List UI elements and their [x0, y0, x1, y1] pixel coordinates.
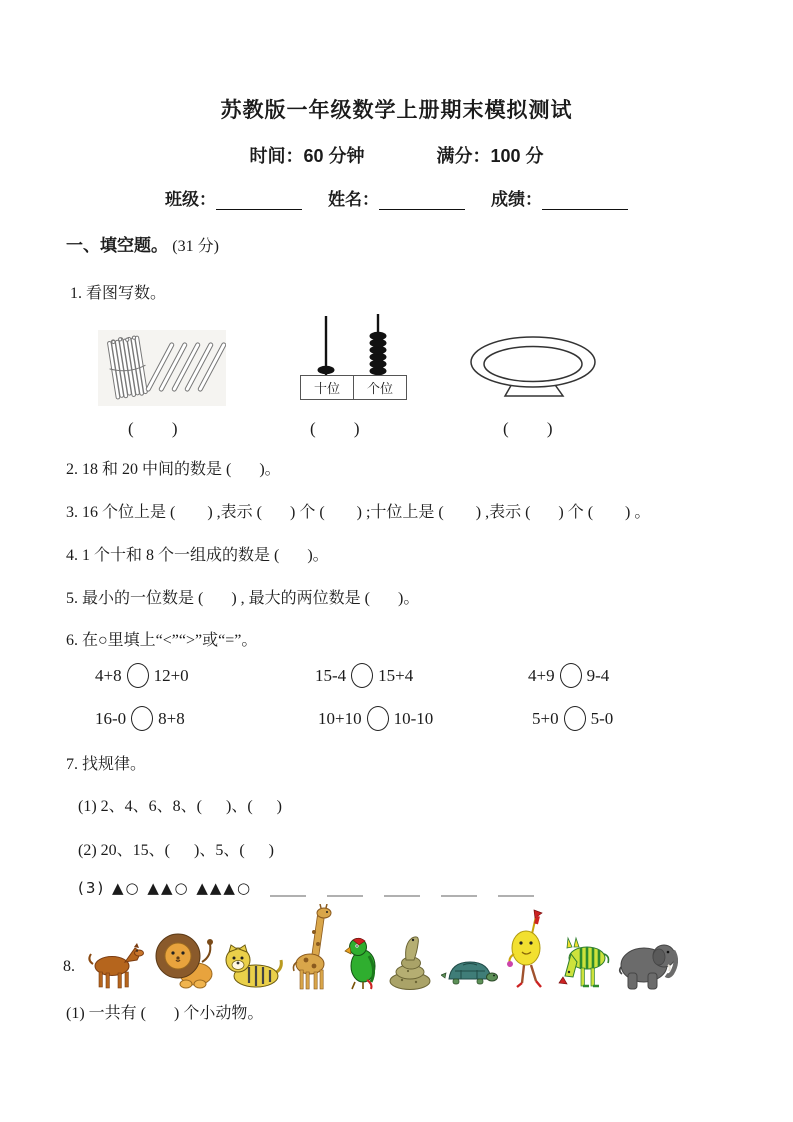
score-label: 成绩： [491, 190, 542, 209]
pattern-blank-3 [384, 882, 420, 897]
section-heading-text: 一、填空题。 [66, 236, 168, 255]
q6-item-6 [532, 706, 613, 731]
section-points: (31 分) [172, 238, 219, 255]
q6-text: 6. 在○里填上“<”“>”或“=”。 [66, 632, 258, 649]
pattern-blank-2 [327, 882, 363, 897]
q3-text: 3. 16 个位上是 ( ) ,表示 ( ) 个 ( ) ;十位上是 ( ) ,表示 ( ) 个 ( ) 。 [66, 504, 651, 521]
page-title: 苏教版一年级数学上册期末模拟测试 [220, 99, 573, 122]
empty-plate-icon [465, 332, 601, 404]
snake-icon [388, 932, 434, 990]
zebra-icon [557, 932, 611, 990]
q6-item-1-left: 4+8 [95, 665, 122, 685]
q8-sub1: (1) 一共有 ( ) 个小动物。 [66, 1005, 264, 1022]
q6-item-1-right: 12+0 [153, 665, 189, 685]
compare-circle-1 [127, 663, 149, 688]
q6-item-4-right: 8+8 [158, 708, 185, 728]
q7-sub2: (2) 20、15、( )、5、( ) [78, 842, 274, 859]
pattern-blank-5 [498, 882, 534, 897]
q2-text: 2. 18 和 20 中间的数是 ( )。 [66, 461, 281, 478]
compare-circle-3 [560, 663, 582, 688]
q6-item-3 [528, 663, 609, 688]
time-label: 时间：60 分钟 [249, 146, 365, 166]
q6-item-1 [95, 663, 189, 688]
horse-icon [85, 940, 145, 990]
abacus-place-table [300, 375, 407, 400]
q6-item-6-right: 5-0 [590, 708, 614, 728]
q6-item-2-left: 15-4 [315, 665, 347, 685]
abacus-figure-icon [300, 314, 405, 376]
q6-item-5-right: 10-10 [393, 708, 434, 728]
class-field [165, 185, 302, 210]
full-score-label: 满分：100 分 [436, 146, 544, 166]
chick-icon [506, 908, 550, 990]
name-label: 姓名： [328, 190, 379, 209]
abacus-tens-label: 十位 [300, 375, 354, 400]
pattern-blank-4 [441, 882, 477, 897]
q4-text: 4. 1 个十和 8 个一组成的数是 ( )。 [66, 547, 329, 564]
class-underline [216, 192, 302, 210]
compare-circle-5 [367, 706, 389, 731]
q7-sub3-pattern: (3) ▲○ ▲▲○ ▲▲▲○ [78, 879, 253, 897]
q1-answer-blank-1: ( ) [128, 419, 178, 438]
compare-circle-2 [351, 663, 373, 688]
q6-item-5 [318, 706, 433, 731]
sticks-figure-icon [98, 330, 226, 406]
abacus-ones-label: 个位 [353, 375, 407, 400]
q6-item-2 [315, 663, 413, 688]
score-field [491, 185, 628, 210]
q6-item-3-right: 9-4 [586, 665, 610, 685]
q1-answer-blank-2: ( ) [310, 419, 360, 438]
pattern-blank-1 [270, 882, 306, 897]
q5-text: 5. 最小的一位数是 ( ) , 最大的两位数是 ( )。 [66, 590, 420, 607]
q6-item-2-right: 15+4 [378, 665, 414, 685]
q6-item-5-left: 10+10 [318, 708, 362, 728]
q6-item-4 [95, 706, 185, 731]
section-heading [66, 231, 219, 256]
name-underline [379, 192, 465, 210]
q7-sub1: (1) 2、4、6、8、( )、( ) [78, 798, 282, 815]
q7-label: 7. 找规律。 [66, 756, 147, 773]
giraffe-icon [290, 904, 336, 990]
parrot-icon [343, 936, 381, 990]
compare-circle-4 [131, 706, 153, 731]
compare-circle-6 [564, 706, 586, 731]
tiger-icon [223, 938, 283, 990]
class-label: 班级： [165, 190, 216, 209]
turtle-icon [441, 953, 499, 990]
animal-row [85, 898, 678, 990]
name-field [328, 185, 465, 210]
score-underline [542, 192, 628, 210]
q8-number: 8. [63, 958, 75, 975]
lion-icon [152, 928, 216, 990]
q6-item-4-left: 16-0 [95, 708, 127, 728]
q6-item-3-left: 4+9 [528, 665, 555, 685]
q1-label: 1. 看图写数。 [70, 285, 167, 302]
q6-item-6-left: 5+0 [532, 708, 559, 728]
q1-answer-blank-3: ( ) [503, 419, 553, 438]
elephant-icon [618, 937, 678, 990]
